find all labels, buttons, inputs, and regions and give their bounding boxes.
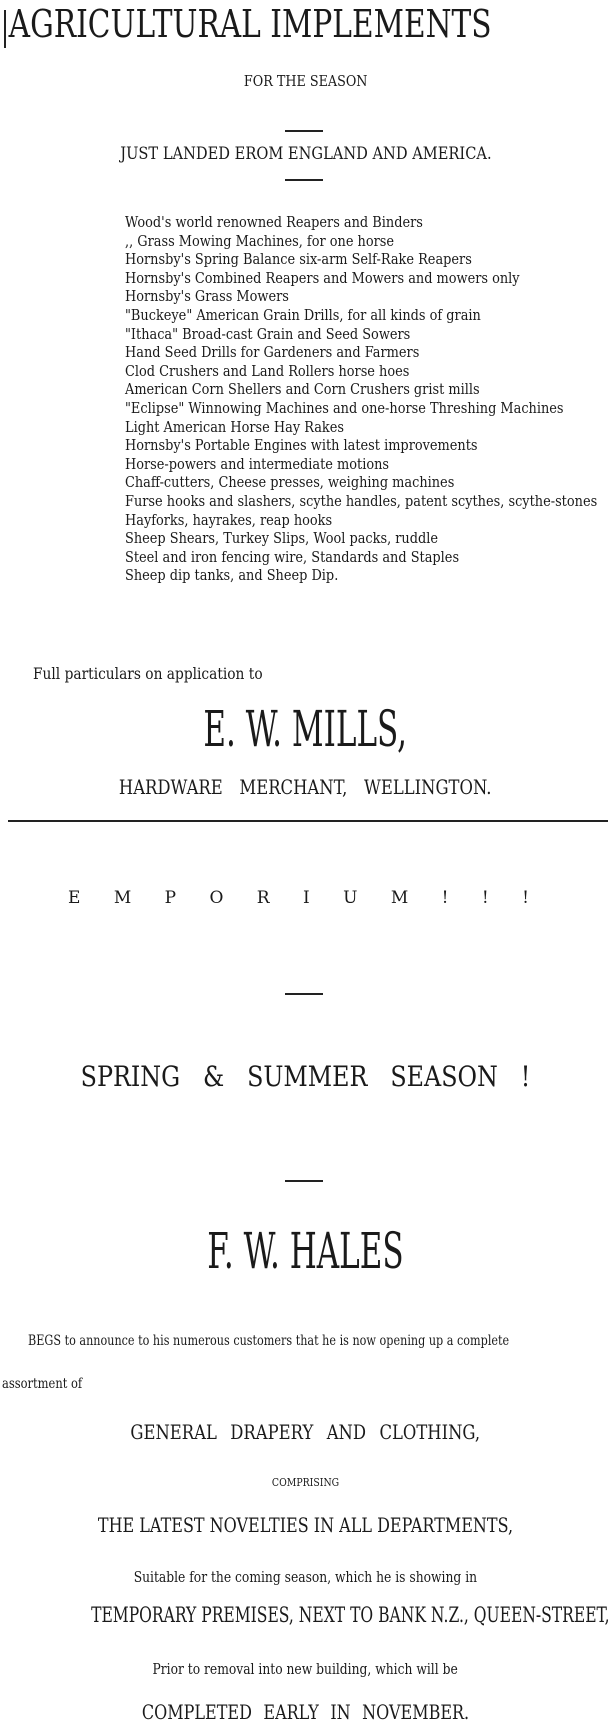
ad1-particulars-text: Full particulars on application to [33,664,263,683]
ad2-short-rule-1 [285,993,323,995]
ad2-novelties-text: THE LATEST NOVELTIES IN ALL DEPARTMENTS, [97,1513,514,1537]
ad1-merchant-name [0,700,611,758]
ad1-item-list [125,213,611,585]
ad2-season-text: SPRING & SUMMER SEASON ! [80,1060,531,1093]
ad1-short-rule-1 [285,130,323,132]
ad1-title-text: AGRICULTURAL IMPLEMENTS [8,2,492,46]
ad1-short-rule-2 [285,179,323,181]
ad-divider [8,820,608,822]
ad2-announce-line1 [28,1333,611,1349]
ad2-completed [0,1700,611,1724]
list-item: American Corn Shellers and Corn Crushers grist mills [125,380,480,399]
ad2-emporium-text: E M P O R I U M ! ! ! [68,888,543,908]
ad1-merchant-name-text: E. W. MILLS, [203,700,408,758]
list-item: ,, Grass Mowing Machines, for one horse [125,231,395,250]
list-item: "Ithaca" Broad-cast Grain and Seed Sowers [125,324,411,343]
ad2-comprising-text: COMPRISING [271,1476,340,1489]
list-item: Hornsby's Portable Engines with latest improvements [125,436,478,455]
ad1-landed-text: JUST LANDED EROM ENGLAND AND AMERICA. [119,144,492,164]
ad1-merchant-desc [0,775,611,799]
list-item: Sheep Shears, Turkey Slips, Wool packs, ruddle [125,529,439,548]
ad2-name-text: F. W. HALES [207,1222,404,1280]
ad2-emporium [0,888,611,908]
list-item: Hornsby's Grass Mowers [125,287,289,306]
ad2-announce-line2-text: assortment of [2,1376,83,1392]
ad1-subtitle [0,72,611,90]
ad2-suitable [0,1568,611,1586]
list-item: Light American Horse Hay Rakes [125,417,344,436]
ad2-season [0,1060,611,1093]
list-item: Wood's world renowned Reapers and Binders [125,213,423,231]
list-item: Furse hooks and slashers, scythe handles, patent scythes, scythe-stones [125,491,598,510]
ad2-premises [0,1603,611,1627]
list-item: Horse-powers and intermediate motions [125,454,390,473]
list-item: Hayforks, hayrakes, reap hooks [125,510,333,529]
ad2-drapery-text: GENERAL DRAPERY AND CLOTHING, [130,1420,481,1444]
ad2-premises-text: TEMPORARY PREMISES, NEXT TO BANK N.Z., QUEEN-STREET, [91,1603,610,1627]
ad1-merchant-desc-text: HARDWARE MERCHANT, WELLINGTON. [119,775,492,799]
ad1-particulars [33,664,300,683]
ad2-announce-line1-text: BEGS to announce to his numerous customers that he is now opening up a complete [28,1333,510,1349]
ad2-completed-text: COMPLETED EARLY IN NOVEMBER. [141,1700,470,1724]
ad2-name [0,1222,611,1280]
list-item: Chaff-cutters, Cheese presses, weighing machines [125,473,455,492]
ad2-comprising [0,1476,611,1489]
ad2-novelties [0,1513,611,1537]
ad1-subtitle-text: FOR THE SEASON [243,72,368,90]
list-item: Hornsby's Combined Reapers and Mowers and mowers only [125,268,520,287]
ad2-short-rule-2 [285,1180,323,1182]
list-item: Clod Crushers and Land Rollers horse hoes [125,361,410,380]
list-item: "Eclipse" Winnowing Machines and one-horse Threshing Machines [125,398,564,417]
list-item: Hand Seed Drills for Gardeners and Farmers [125,343,420,362]
list-item: Sheep dip tanks, and Sheep Dip. [125,566,339,585]
ad2-announce-line2 [2,1376,100,1392]
ad1-landed [0,144,611,164]
list-item: "Buckeye" American Grain Drills, for all kinds of grain [125,305,481,324]
list-item: Hornsby's Spring Balance six-arm Self-Rake Reapers [125,250,472,269]
ad2-drapery [0,1420,611,1444]
list-item: Steel and iron fencing wire, Standards and Staples [125,547,460,566]
ad2-prior-text: Prior to removal into new building, which will be [152,1660,459,1678]
ad1-title [4,2,611,46]
ad2-suitable-text: Suitable for the coming season, which he is showing in [133,1568,478,1586]
ad2-prior [0,1660,611,1678]
